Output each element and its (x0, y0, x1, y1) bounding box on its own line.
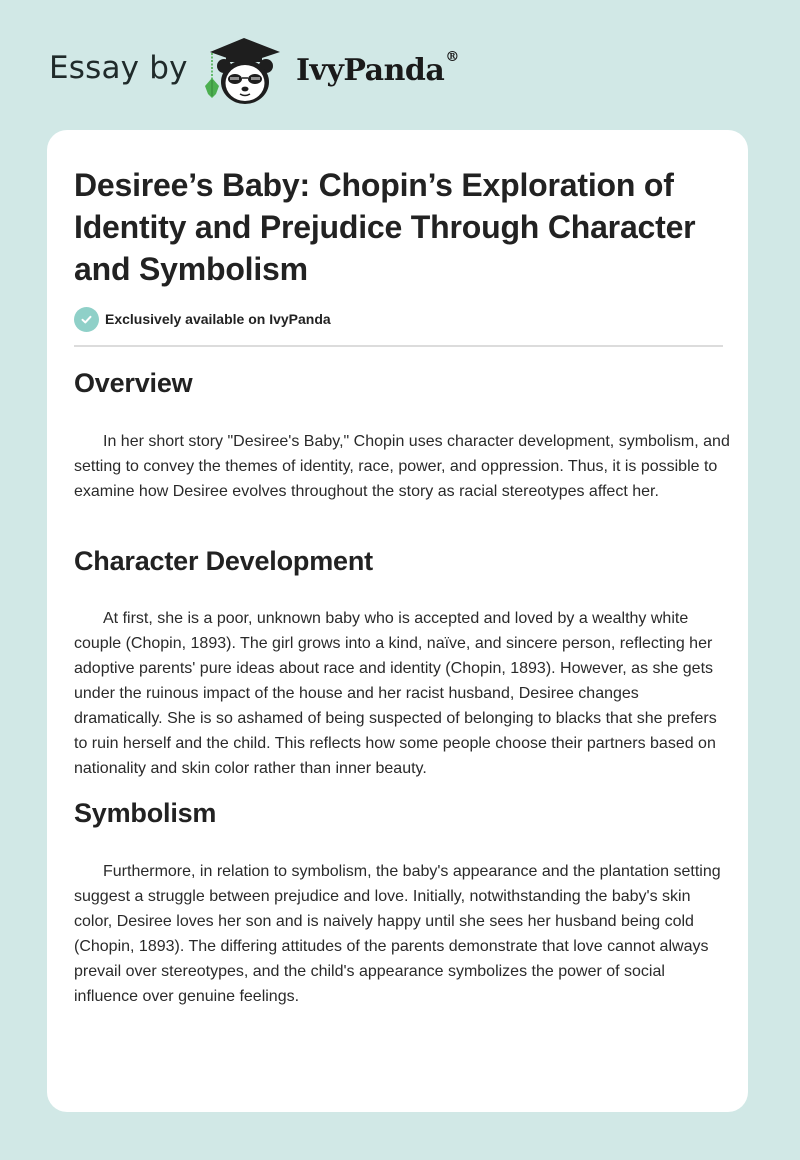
brand-text: IvyPanda (296, 53, 445, 88)
section-paragraph-symbolism: Furthermore, in relation to symbolism, the baby's appearance and the plantation setting suggest a struggle between prejudice and love. Initially, notwithstanding the baby's skin color, Desiree loves her son and is naively happy until she sees her husband being cold (Chopin, 1893). The differing attitudes of the parents demonstrate that love cannot always prevail over stereotypes, and the child's appearance symbolizes the power of social influence over genuine feelings. (74, 863, 721, 1005)
exclusive-badge (74, 306, 331, 332)
essay-by-label: Essay by (49, 50, 188, 86)
section-heading-overview: Overview (74, 368, 193, 398)
essay-card (47, 130, 748, 1112)
panda-graduate-logo-icon[interactable] (202, 36, 288, 108)
check-circle-icon (74, 307, 99, 332)
section-heading-symbolism: Symbolism (74, 798, 217, 828)
site-header (0, 0, 800, 130)
section-paragraph-character-development: At first, she is a poor, unknown baby who is accepted and loved by a wealthy white couple (Chopin, 1893). The girl grows into a kind, naïve, and sincere person, reflecting her adoptive parents' pure ideas about race and identity (Chopin, 1893). However, as she gets under the ruinous impact of the house and her racist husband, Desiree changes dramatically. She is so ashamed of being suspected of belonging to blacks that she prefers to ruin herself and the child. This reflects how some people choose their partners based on nationality and skin color rather than inner beauty. (74, 610, 717, 777)
section-paragraph-overview: In her short story "Desiree's Baby," Chopin uses character development, symbolism, and setting to convey the themes of identity, race, power, and oppression. Thus, it is possible to examine how Desiree evolves throughout the story as racial stereotypes affect her. (74, 433, 730, 500)
section-heading-character-development: Character Development (74, 546, 373, 576)
brand-name[interactable] (296, 49, 459, 88)
exclusive-label: Exclusively available on IvyPanda (105, 311, 331, 327)
registered-mark: ® (445, 49, 459, 65)
page-title: Desiree’s Baby: Chopin’s Exploration of Identity and Prejudice Through Character and Symbolism (74, 167, 696, 287)
title-divider (74, 345, 723, 347)
